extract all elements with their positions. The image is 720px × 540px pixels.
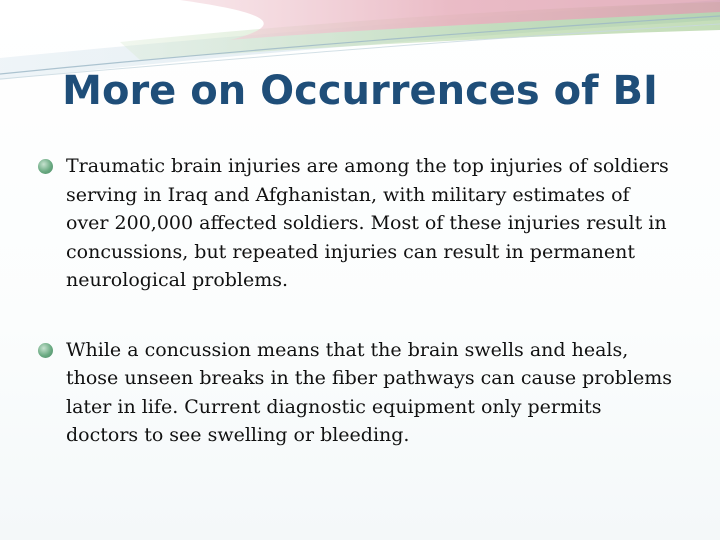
bullet-text: Traumatic brain injuries are among the top injuries of soldiers serving in Iraq and Afghanistan, with military estimates of over 200,000 affected soldiers. Most of these injuries result in concussions, but repeated injuries can result in permanent neurological problems. bbox=[66, 155, 669, 291]
bullet-item bbox=[38, 152, 678, 295]
bullet-item bbox=[38, 336, 678, 450]
bullet-list bbox=[38, 152, 678, 450]
bullet-dot-icon bbox=[38, 159, 53, 174]
slide-title: More on Occurrences of BI bbox=[62, 68, 658, 114]
bullet-dot-icon bbox=[38, 343, 53, 358]
bullet-text: While a concussion means that the brain swells and heals, those unseen breaks in the fiber pathways can cause problems later in life. Current diagnostic equipment only permits doctors to see swelling or bleeding. bbox=[66, 338, 673, 446]
